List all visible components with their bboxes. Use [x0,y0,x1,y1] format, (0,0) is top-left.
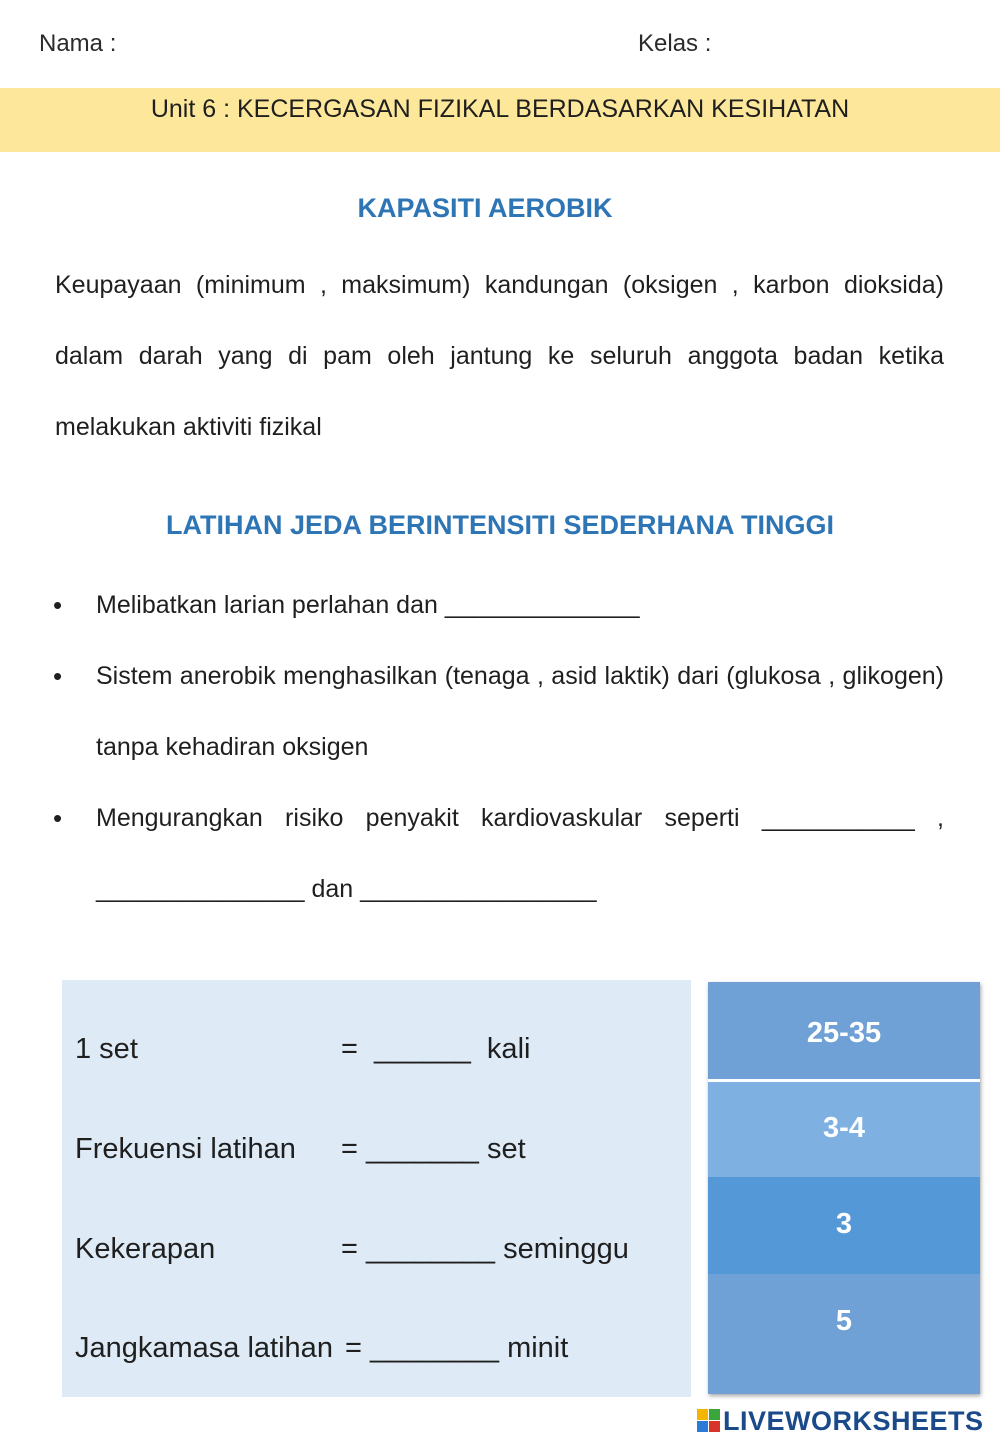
bullet-icon: • [53,661,63,691]
row-blank-set[interactable]: = ______ kali [341,1033,531,1065]
brand-text: LIVEWORKSHEETS [723,1406,984,1436]
section-heading-aerobic: KAPASITI AEROBIK [357,193,613,223]
name-label: Nama : [39,30,117,57]
answer-value: 25-35 [806,1017,882,1049]
section-heading-training: LATIHAN JEDA BERINTENSITI SEDERHANA TINGGI [165,510,835,540]
liveworksheets-icon [697,1409,721,1433]
answer-stack [708,982,980,1394]
row-blank-frequency[interactable]: = _______ set [341,1133,526,1165]
class-label: Kelas : [638,30,712,57]
row-blank-weekly[interactable]: = ________ seminggu [341,1233,629,1265]
bullet-icon: • [53,803,63,833]
row-label-set: 1 set [75,1033,138,1065]
aerobic-paragraph: Keupayaan (minimum , maksimum) kandungan (oksigen , karbon dioksida) dalam darah yang di pam oleh jantung ke seluruh anggota badan ketika melakukan aktiviti fizikal [55,271,944,441]
row-label-weekly: Kekerapan [75,1233,216,1265]
bullet-item: Melibatkan larian perlahan dan ______________ [96,591,640,619]
bullet-item: Mengurangkan risiko penyakit kardiovaskular seperti ___________ , _______________ dan _________________ [96,804,944,903]
bullet-icon: • [53,590,63,620]
unit-title: Unit 6 : KECERGASAN FIZIKAL BERDASARKAN KESIHATAN [150,95,850,123]
row-blank-duration[interactable]: = ________ minit [345,1332,569,1364]
answer-value: 3-4 [823,1112,865,1144]
row-label-duration: Jangkamasa latihan [75,1332,333,1364]
row-label-frequency: Frekuensi latihan [75,1133,296,1165]
liveworksheets-logo [697,1406,984,1437]
answer-tile[interactable] [708,1274,980,1394]
answer-value: 5 [835,1305,853,1337]
bullet-item: Sistem anerobik menghasilkan (tenaga , asid laktik) dari (glukosa , glikogen) tanpa kehadiran oksigen [96,662,944,761]
answer-value: 3 [835,1208,853,1240]
